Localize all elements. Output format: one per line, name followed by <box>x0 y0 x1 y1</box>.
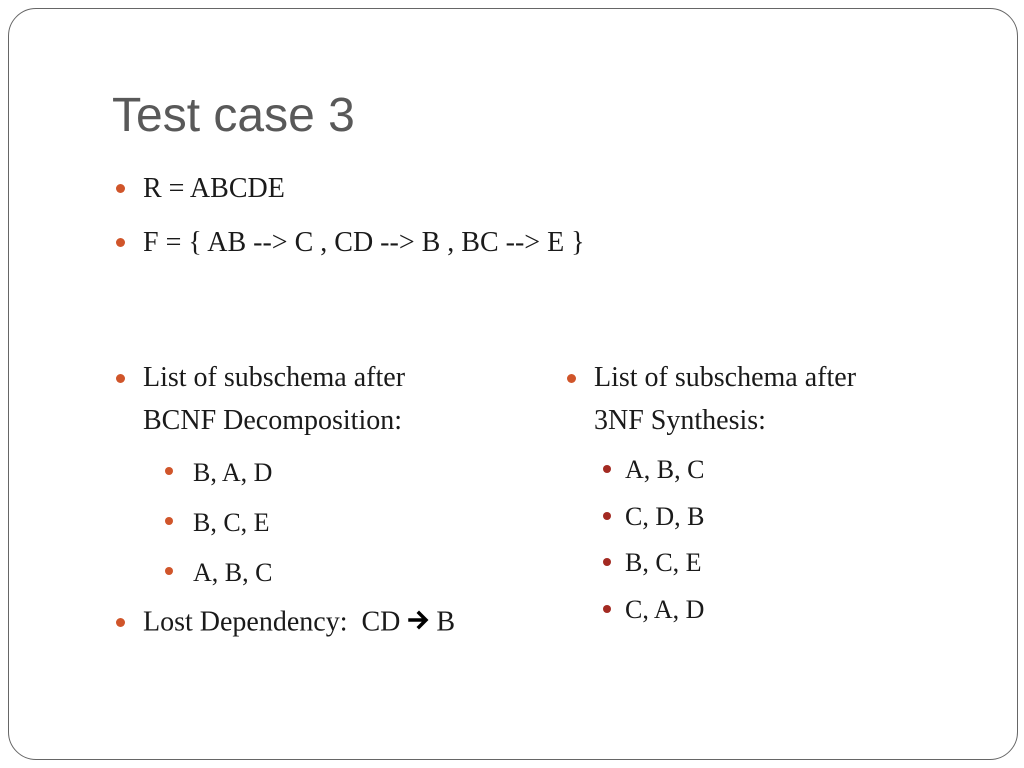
lost-dependency-to: B <box>436 606 456 638</box>
lost-dependency <box>143 601 455 647</box>
slide-title: Test case 3 <box>112 89 355 142</box>
lost-dependency-label: Lost Dependency: <box>143 606 348 638</box>
bcnf-subschema-3: A, B, C <box>193 558 273 587</box>
bullet-icon <box>603 558 611 566</box>
arrow-right-icon <box>408 601 430 643</box>
bcnf-subschema-2: B, C, E <box>193 508 270 537</box>
3nf-subschema-1: A, B, C <box>625 455 705 484</box>
functional-dependencies: F = { AB --> C , CD --> B , BC --> E } <box>143 227 585 258</box>
bullet-icon <box>116 618 125 627</box>
bullet-icon <box>567 374 576 383</box>
bullet-icon <box>165 467 173 475</box>
bcnf-subschema-1: B, A, D <box>193 458 273 487</box>
relation-schema: R = ABCDE <box>143 173 285 204</box>
3nf-subschema-3: B, C, E <box>625 548 702 577</box>
bullet-icon <box>603 465 611 473</box>
bullet-icon <box>165 517 173 525</box>
lost-dependency-from: CD <box>361 606 401 638</box>
bullet-icon <box>603 512 611 520</box>
bullet-icon <box>165 567 173 575</box>
3nf-subschema-4: C, A, D <box>625 595 705 624</box>
bcnf-heading-line2: BCNF Decomposition: <box>143 405 403 436</box>
bullet-icon <box>116 374 125 383</box>
bcnf-heading-line1: List of subschema after <box>143 362 406 393</box>
bullet-icon <box>603 605 611 613</box>
bullet-icon <box>116 184 125 193</box>
3nf-heading-line1: List of subschema after <box>594 362 857 393</box>
3nf-subschema-2: C, D, B <box>625 502 705 531</box>
3nf-heading-line2: 3NF Synthesis: <box>594 405 766 436</box>
bullet-icon <box>116 238 125 247</box>
